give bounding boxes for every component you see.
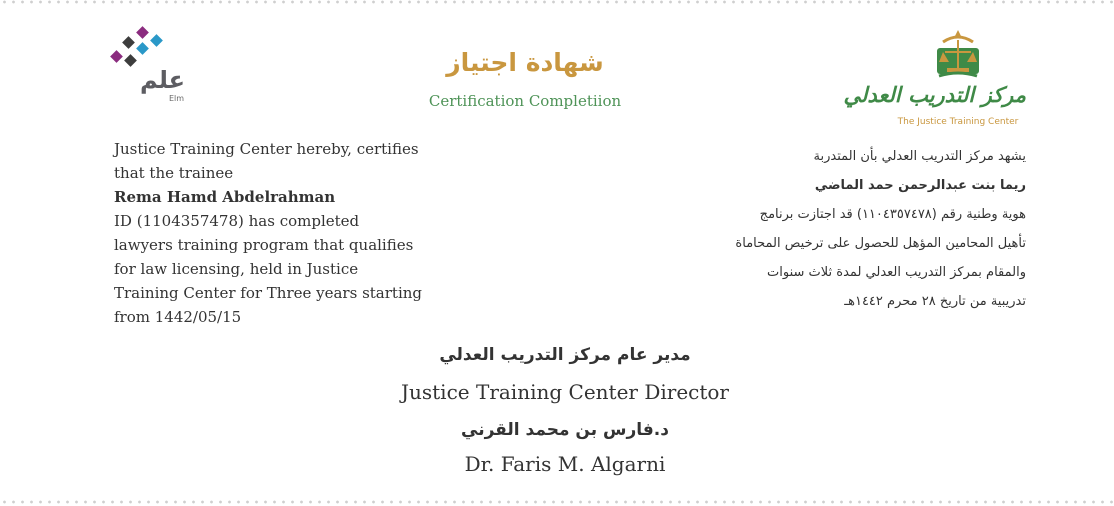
- arabic-line-4: تأهيل المحامين المؤهل للحصول على ترخيص المحاماة: [735, 236, 1026, 251]
- english-line-4: lawyers training program that qualifies: [114, 236, 414, 254]
- arabic-statement: [600, 142, 1026, 316]
- director-name-arabic: د.فارس بن محمد القرني: [461, 420, 669, 440]
- arabic-line-1: يشهد مركز التدريب العدلي بأن المتدربة: [813, 149, 1026, 164]
- english-line-7: from 1442/05/15: [114, 308, 242, 326]
- director-name-english: Dr. Faris M. Algarni: [464, 452, 666, 476]
- english-line-2: that the trainee: [114, 164, 234, 182]
- elm-logo-english: Elm: [169, 94, 185, 103]
- english-line-1: Justice Training Center hereby, certifies: [114, 140, 419, 158]
- director-title-arabic: مدير عام مركز التدريب العدلي: [439, 345, 691, 365]
- director-title-english: Justice Training Center Director: [400, 380, 729, 404]
- elm-logo-arabic: علم: [140, 66, 186, 94]
- arabic-line-5: والمقام بمركز التدريب العدلي لمدة ثلاث سنوات: [767, 265, 1026, 280]
- english-line-5: for law licensing, held in Justice: [114, 260, 359, 278]
- arabic-line-6: تدريبية من تاريخ ٢٨ محرم ١٤٤٢هـ: [844, 294, 1026, 309]
- english-statement: [114, 137, 459, 329]
- arabic-line-3: هوية وطنية رقم (١١٠٤٣٥٧٤٧٨) قد اجتازت برنامج: [759, 207, 1026, 222]
- jtc-logo-arabic: مركز التدريب العدلي: [843, 82, 1026, 107]
- english-line-3: ID (1104357478) has completed: [114, 212, 360, 230]
- english-line-6: Training Center for Three years starting: [114, 284, 422, 302]
- trainee-name-arabic: ريما بنت عبدالرحمن حمد الماضي: [814, 178, 1026, 193]
- top-dotted-border: [0, 0, 1114, 4]
- justice-emblem-icon: [933, 28, 983, 80]
- certificate-title-arabic: شهادة اجتياز: [446, 48, 604, 77]
- trainee-name-english: Rema Hamd Abdelrahman: [114, 188, 336, 206]
- bottom-dotted-border: [0, 500, 1114, 504]
- certificate-title-english: Certification Completiion: [428, 92, 622, 110]
- jtc-logo-english: The Justice Training Center: [897, 117, 1019, 127]
